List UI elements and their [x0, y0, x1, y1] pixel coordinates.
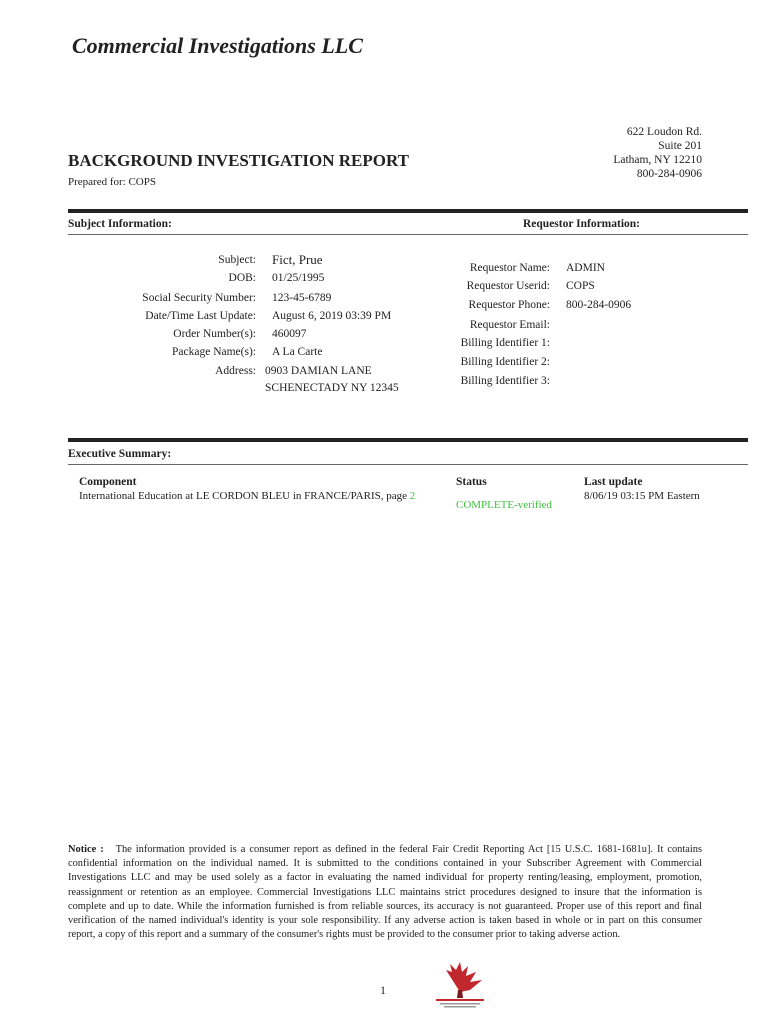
billing-identifier-1-label: Billing Identifier 1:: [460, 337, 550, 349]
requestor-section-heading: Requestor Information:: [523, 218, 641, 230]
status-column-header: Status: [456, 476, 487, 488]
address-phone: 800-284-0906: [636, 168, 702, 180]
order-number-value: 460097: [272, 328, 307, 340]
subject-section-heading: Subject Information:: [68, 218, 172, 230]
section-divider-thick: [68, 438, 748, 442]
requestor-name-value: ADMIN: [566, 262, 605, 274]
billing-identifier-2-label: Billing Identifier 2:: [460, 356, 550, 368]
package-name-value: A La Carte: [272, 346, 323, 358]
component-text: International Education at LE CORDON BLEU in FRANCE/PARIS, page: [79, 490, 408, 502]
ssn-value: 123-45-6789: [272, 292, 332, 304]
requestor-name-label: Requestor Name:: [469, 262, 550, 274]
section-divider-thin: [68, 464, 748, 465]
executive-summary-heading: Executive Summary:: [68, 448, 172, 460]
requestor-userid-label: Requestor Userid:: [466, 280, 550, 292]
last-update-column-header: Last update: [584, 476, 643, 488]
requestor-phone-label: Requestor Phone:: [468, 299, 550, 311]
company-name: Commercial Investigations LLC: [72, 33, 363, 58]
status-badge: COMPLETE-verified: [456, 499, 552, 511]
address-line: 622 Loudon Rd.: [626, 126, 702, 138]
prepared-for: Prepared for: COPS: [68, 176, 156, 188]
component-cell: [79, 490, 415, 502]
report-title: BACKGROUND INVESTIGATION REPORT: [68, 151, 410, 170]
component-column-header: Component: [79, 476, 137, 488]
dob-value: 01/25/1995: [272, 272, 325, 284]
billing-identifier-3-label: Billing Identifier 3:: [460, 375, 550, 387]
ssn-label: Social Security Number:: [142, 292, 256, 304]
address-line: Latham, NY 12210: [613, 154, 702, 166]
package-name-label: Package Name(s):: [172, 346, 256, 358]
notice-paragraph: [68, 843, 702, 942]
requestor-email-label: Requestor Email:: [469, 319, 550, 331]
company-address: [613, 125, 702, 181]
subject-name: Fict, Prue: [272, 252, 323, 267]
requestor-phone-value: 800-284-0906: [566, 299, 632, 311]
subject-label: Subject:: [218, 254, 256, 266]
last-update-value: August 6, 2019 03:39 PM: [272, 310, 392, 322]
page-number: 1: [380, 983, 386, 997]
notice-text: The information provided is a consumer report as defined in the federal Fair Credit Reporting Act [15 U.S.C. 1681-1681u]. It contains confidential information on the individual named. It is submitted to the conditions contained in your Subscriber Agreement with Commercial Investigations LLC and may be used solely as a factor in evaluating the named individual for property renting/leasing, employment, promotion, reassignment or retention as an employee. Commercial Investigations LLC maintains strict procedures designed to insure that the information is complete and up to date. While the information furnished is from reliable sources, its accuracy is not guaranteed. Proper use of this report and final verification of the named individual's identity is your sole responsibility. If any adverse action is taken based in whole or in part on this consumer report, a copy of this report and a summary of the consumer's rights must be provided to the consumer prior to taking adverse action.: [68, 844, 703, 941]
address-line: Suite 201: [658, 140, 702, 152]
order-number-label: Order Number(s):: [173, 328, 256, 340]
component-page-link[interactable]: 2: [409, 490, 416, 502]
address-label: Address:: [215, 365, 256, 377]
section-divider-thick: [68, 209, 748, 213]
address-line-2: SCHENECTADY NY 12345: [265, 382, 399, 394]
dob-label: DOB:: [228, 272, 256, 284]
last-update-label: Date/Time Last Update:: [145, 310, 256, 322]
last-update-cell: 8/06/19 03:15 PM Eastern: [584, 490, 700, 502]
notice-label: Notice :: [68, 844, 104, 855]
eagle-logo-icon: [432, 962, 488, 1010]
section-divider-thin: [68, 234, 748, 235]
requestor-userid-value: COPS: [566, 280, 595, 292]
address-line-1: 0903 DAMIAN LANE: [265, 365, 372, 377]
